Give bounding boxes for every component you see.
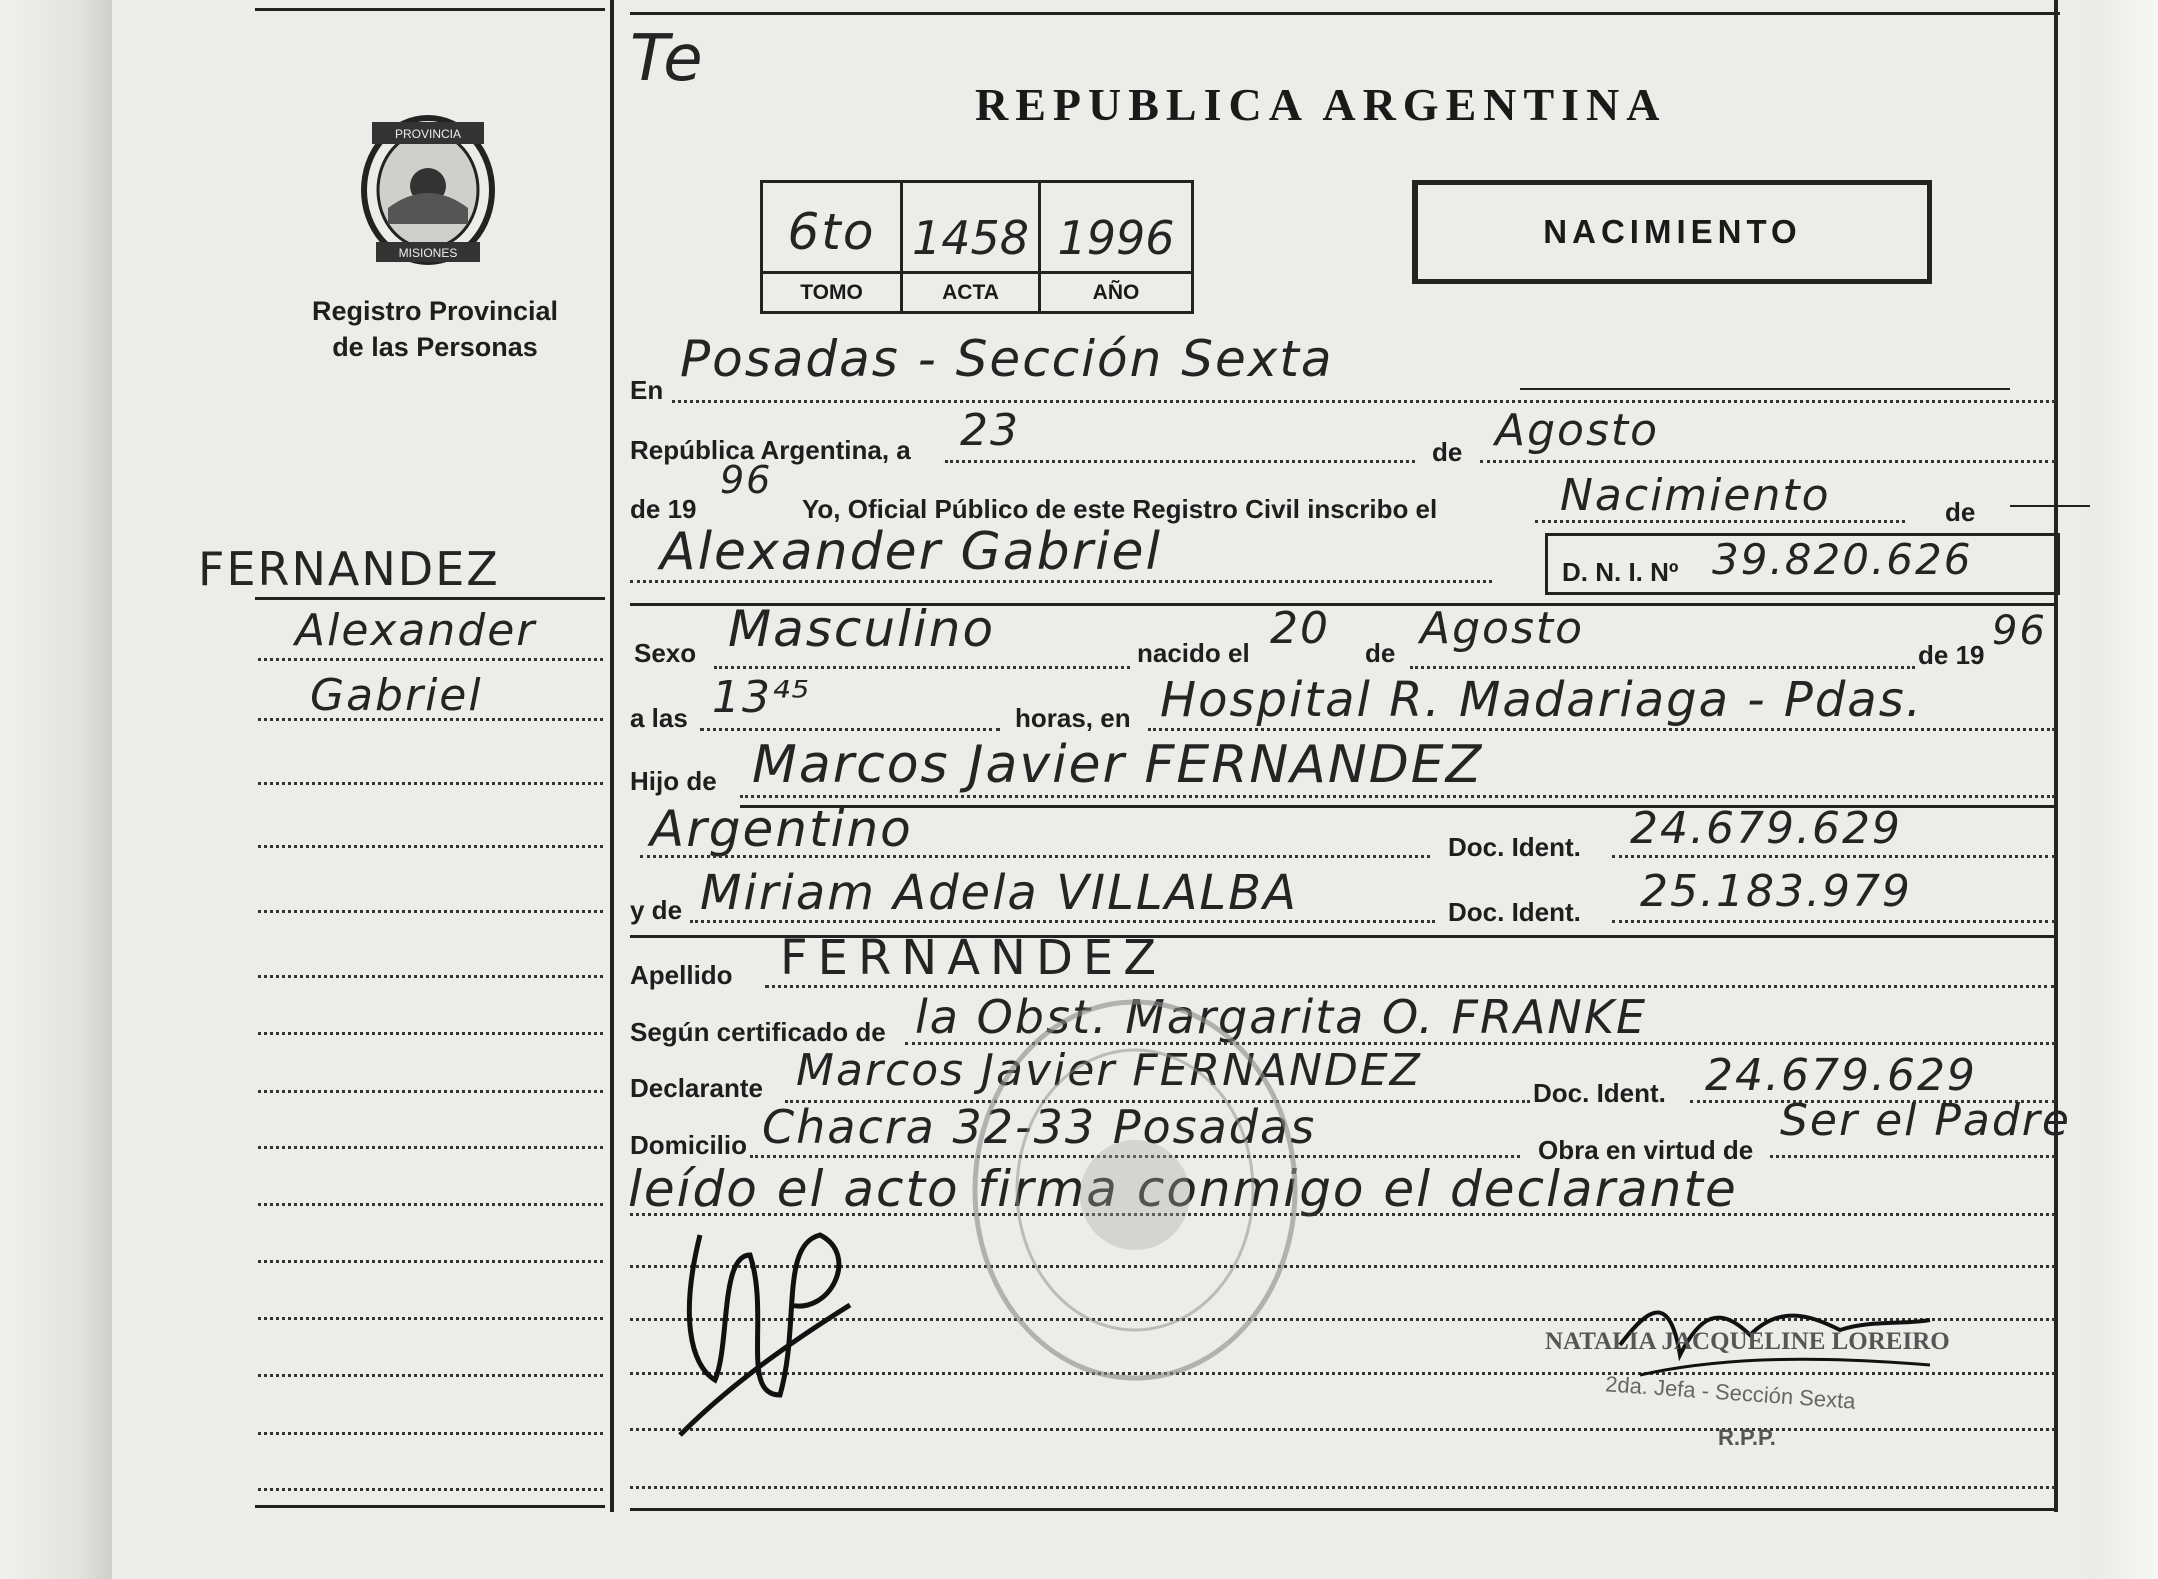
en-value: Posadas - Sección Sexta [680,330,1334,388]
birth-day: 20 [1270,603,1330,654]
margin-given2: Gabriel [310,670,483,721]
line-obra [1770,1155,2055,1158]
person-name: Alexander Gabriel [660,522,1162,582]
tomo-value: 6to [787,203,876,261]
ano-label: AÑO [1092,281,1140,304]
margin-dots [258,1374,603,1377]
ano-value: 1996 [1057,211,1175,265]
birth-month: Agosto [1420,603,1585,654]
de-label: de [1432,437,1463,467]
yo-value: Nacimiento [1560,470,1831,521]
line-father-doc [1612,855,2055,858]
line-en [672,400,2055,403]
line-mother-doc [1612,920,2055,923]
de-label-2: de [1945,497,1976,527]
line-month [1480,460,2055,463]
segun-label: Según certificado de [630,1017,886,1047]
father-doc: 24.679.629 [1630,803,1902,854]
tomo-label: TOMO [800,281,863,304]
domicilio-value: Chacra 32-33 Posadas [762,1100,1317,1154]
frame-bottom-right [630,1508,2058,1511]
official-role: 2da. Jefa - Sección Sexta [1604,1371,1857,1414]
line-place [1148,728,2055,731]
margin-dots [258,1488,603,1491]
doc-ident-label-2: Doc. Ident. [1448,897,1581,927]
father-name: Marcos Javier FERNANDEZ [752,735,1484,795]
apellido-label: Apellido [630,960,733,990]
declarante-value: Marcos Javier FERNANDEZ [796,1045,1422,1096]
margin-dots [258,1146,603,1149]
frame-top-left [255,8,605,11]
horas-label: horas, en [1015,703,1131,733]
obra-label: Obra en virtud de [1538,1135,1754,1165]
book-spine [0,0,112,1579]
line-hour [700,728,1000,731]
margin-dots [258,1032,603,1035]
segun-value: la Obst. Margarita O. FRANKE [915,990,1648,1044]
blank-line [630,1486,2055,1489]
sexo-label: Sexo [634,638,697,668]
margin-line-1 [255,597,605,600]
registry-line1: Registro Provincial [311,296,559,326]
line-birth-month [1410,666,1915,669]
year-prefix: de 19 [630,494,697,524]
closing-line: leído el acto firma conmigo el declarante [628,1160,1738,1218]
margin-given1: Alexander [295,605,537,656]
margin-dots [258,1317,603,1320]
line-yo [1535,520,1905,523]
country-title: REPUBLICA ARGENTINA [975,79,1667,130]
frame-top-right [630,12,2060,15]
column-divider [610,0,614,1512]
frame-right [2054,0,2058,1512]
line-father [740,795,2055,798]
birth-year-suffix: 96 [1992,608,2047,654]
father-nationality: Argentino [650,800,913,858]
alas-label: a las [630,703,688,733]
line-name [630,580,1492,583]
registry-stamp [965,990,1305,1390]
dni-value: 39.820.626 [1712,535,1973,584]
margin-dots [258,1260,603,1263]
line-mother [690,920,1435,923]
en-label: En [630,375,664,405]
page-edge [2087,0,2158,1579]
margin-dots [258,1203,603,1206]
registry-line2: de las Personas [332,332,538,362]
doc-type-box: NACIMIENTO [1412,180,1932,284]
margin-dots [258,845,603,848]
official-name: NATALIA JACQUELINE LOREIRO [1545,1328,1950,1355]
month-value: Agosto [1495,405,1660,456]
obra-value: Ser el Padre [1780,1095,2071,1146]
hijo-label: Hijo de [630,766,717,796]
margin-dots [258,658,603,661]
rep-label: República Argentina, a [630,435,911,465]
year-suffix: 96 [720,458,773,502]
margin-dots [258,975,603,978]
line-en-fill [1520,388,2010,390]
margin-dots [258,782,603,785]
doc-ident-label: Doc. Ident. [1448,832,1581,862]
domicilio-label: Domicilio [630,1130,748,1160]
margin-surname: FERNANDEZ [198,542,500,596]
seal-bottom-text: MISIONES [398,246,458,260]
margin-dots [258,1432,603,1435]
corner-mark: Te [630,22,705,96]
nacido-label: nacido el [1137,638,1250,668]
margin-dots [258,718,603,721]
margin-dots [258,1090,603,1093]
official-office: R.P.P. [1718,1425,1776,1450]
hour-value: 13⁴⁵ [712,672,812,723]
dni-label: D. N. I. Nº [1562,557,1679,587]
declarant-signature [660,1195,870,1445]
line-de-2 [2010,505,2090,507]
de-label-3: de [1365,638,1396,668]
frame-bottom-left [255,1505,605,1508]
apellido-value: FERNANDEZ [780,930,1167,986]
mother-doc: 25.183.979 [1640,866,1912,917]
acta-label: ACTA [942,281,999,304]
yde-label: y de [630,895,683,925]
yo-label: Yo, Oficial Público de este Registro Civil inscribo el [802,494,1438,524]
line-nat [640,855,1430,858]
line-sexo [714,666,1130,669]
provincial-seal [352,108,504,272]
seal-top-text: PROVINCIA [394,127,462,141]
record-box [760,180,1194,314]
day-value: 23 [960,405,1020,456]
doc-ident-label-3: Doc. Ident. [1533,1078,1666,1108]
year-label-2: de 19 [1918,640,1985,670]
margin-dots [258,910,603,913]
line-apellido [765,985,2055,988]
place-value: Hospital R. Madariaga - Pdas. [1160,672,1923,728]
declarante-label: Declarante [630,1073,763,1103]
declarante-doc: 24.679.629 [1705,1050,1977,1101]
line-day [945,460,1415,463]
mother-name: Miriam Adela VILLALBA [700,865,1298,921]
sexo-value: Masculino [728,600,996,658]
acta-value: 1458 [911,211,1030,265]
